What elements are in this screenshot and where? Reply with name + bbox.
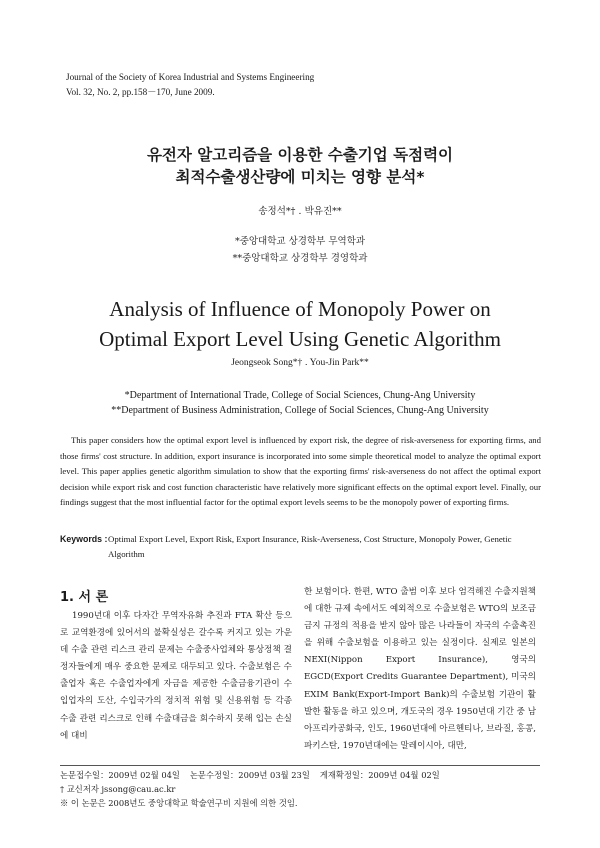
- english-affiliation-2: **Department of Business Administration, College of Social Sciences, Chung-Ang University: [111, 405, 489, 416]
- korean-affiliation-2: **중앙대학교 상경학부 경영학과: [232, 253, 368, 264]
- corresponding-author: † 교신저자 jssong@cau.ac.kr: [60, 784, 176, 794]
- keywords: [60, 532, 538, 562]
- accepted-date: 게재확정일：2009년 04월 02일: [319, 770, 440, 780]
- revised-date: 논문수정일：2009년 03월 23일: [189, 770, 310, 780]
- keywords-text: Optimal Export Level, Export Risk, Export Insurance, Risk-Averseness, Cost Structure, Monopoly Power, Genetic Algorithm: [108, 534, 512, 559]
- body-paragraph: 한 보험이다. 한편, WTO 출범 이후 보다 엄격해진 수출지원책에 대한 규제 속에서도 예외적으로 수출보험은 WTO의 보조금 금지 규정의 적용을 받지 않아 많은 나라들이 자국의 수출촉진을 위해 수출보험을 이용하고 있는 실정이다. 실제로 일본의 NEXI(Nippon Export Insurance), 영국의 EGCD(Export Credits Guarantee Department), 미국의 EXIM Bank(Export-Import Bank)의 수출보험 기관이 활발한 활동을 하고 있으며, 개도국의 경우 1950년대 기간 중 남아프리카공화국, 인도, 1960년대에 아르헨티나, 브라질, 홍콩, 파키스탄, 1970년대에는 말레이시아, 대만,: [304, 587, 536, 751]
- korean-title-line1: 유전자 알고리즘을 이용한 수출기업 독점력이: [146, 146, 454, 164]
- korean-affiliations: [0, 233, 600, 267]
- body-column-left: [60, 608, 292, 745]
- english-title: [0, 294, 600, 354]
- abstract: This paper considers how the optimal export level is influenced by export risk, the degree of risk-averseness for exporting firms, and those firms' cost structure. In addition, export insurance is incorporated into some simple theoretical model to analyze the optimal export level. This paper applies genetic algorithm simulation to show that the exporting firms' risk-averseness do not affect the optimal export decision while export risk and cost function characteristic have relatively more significant effects on the optimal export level. Finally, our findings suggest that the most influential factor for the optimal export levels seems to be the monopoly power of exporting firms.: [60, 435, 541, 508]
- footnotes: [60, 768, 440, 810]
- journal-header: [66, 70, 314, 99]
- english-title-line1: Analysis of Influence of Monopoly Power on: [109, 297, 491, 321]
- korean-title-line2: 최적수출생산량에 미치는 영향 분석*: [175, 168, 425, 186]
- journal-volume: Vol. 32, No. 2, pp.158－170, June 2009.: [66, 86, 215, 97]
- english-affiliations: [0, 388, 600, 418]
- body-column-right: [304, 584, 536, 755]
- english-authors: Jeongseok Song*† ․ You-Jin Park**: [231, 358, 369, 368]
- journal-name: Journal of the Society of Korea Industrial and Systems Engineering: [66, 72, 315, 82]
- footnote-divider: [60, 765, 540, 766]
- section-heading: 1. 서 론: [60, 590, 109, 605]
- keywords-label: Keywords :: [60, 534, 108, 544]
- korean-affiliation-1: *중앙대학교 상경학부 무역학과: [234, 236, 366, 247]
- body-paragraph: 1990년대 이후 다자간 무역자유화 추진과 FTA 확산 등으로 교역환경에 있어서의 불확실성은 갈수록 커지고 있는 가운데 수출 관련 리스크 관리 문제는 수출중사업체와 통상정책 결정자들에게 매우 중요한 문제로 대두되고 있다. 수출보험은 수출업자 혹은 수출업자에게 자금을 제공한 수출금융기관이 수입업자의 도산, 수입국가의 정치적 위험 및 신용위험 등 각종 수출 관련 리스크로 인해 수출대금을 회수하지 못해 입는 손실에 대비: [60, 611, 292, 741]
- funding-note: ※ 이 논문은 2008년도 중앙대학교 학술연구비 지원에 의한 것임.: [60, 798, 298, 808]
- korean-authors: 송정석*† ․ 박유진**: [258, 206, 342, 217]
- received-date: 논문접수일：2009년 02월 04일: [60, 770, 180, 780]
- english-affiliation-1: *Department of International Trade, College of Social Sciences, Chung-Ang University: [124, 390, 476, 401]
- english-title-line2: Optimal Export Level Using Genetic Algorithm: [99, 327, 501, 351]
